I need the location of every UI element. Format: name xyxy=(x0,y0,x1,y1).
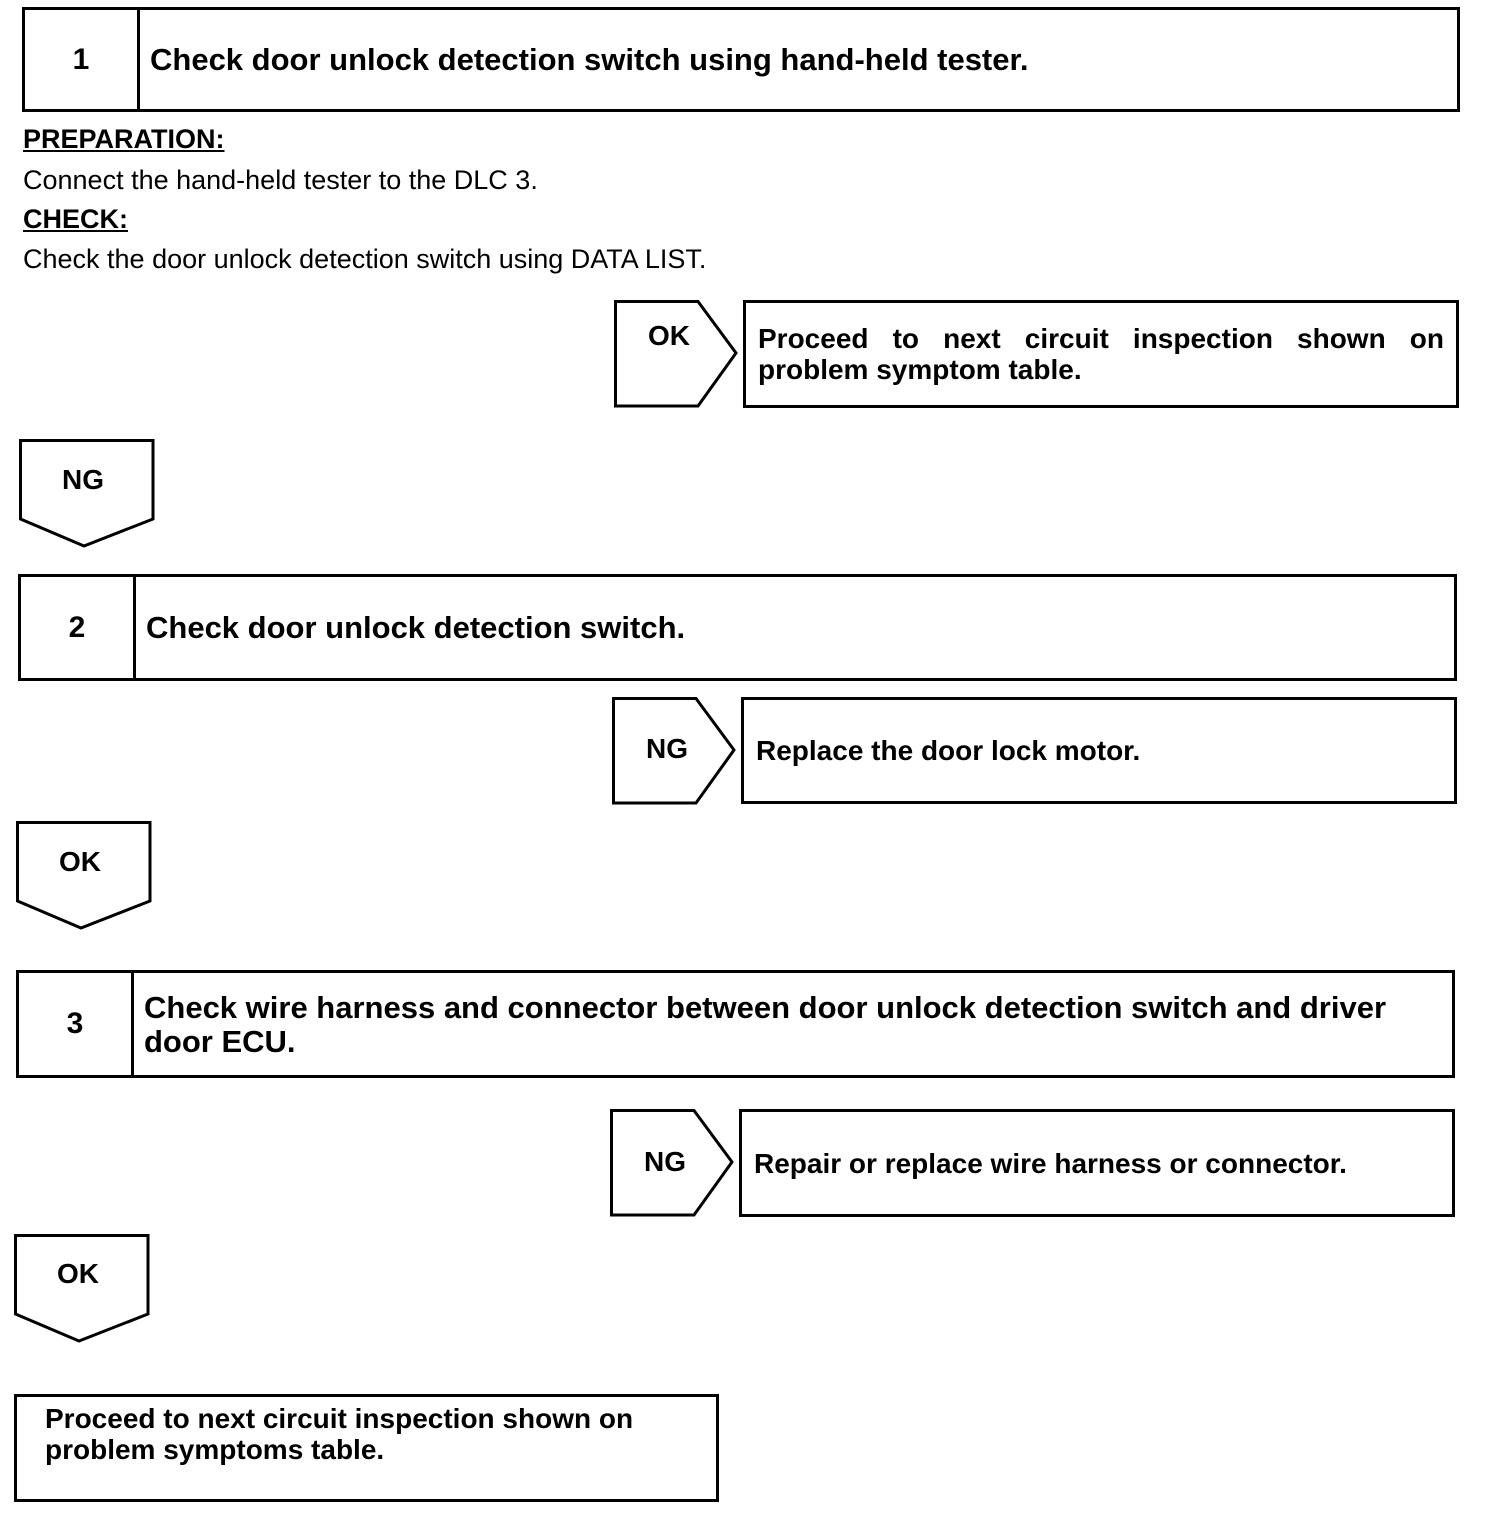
ok-label: OK xyxy=(57,1258,99,1289)
ng-label: NG xyxy=(646,733,688,764)
preparation-text: Connect the hand-held tester to the DLC 3. xyxy=(23,165,538,195)
step-2-box xyxy=(18,574,1457,681)
final-result-box: Proceed to next circuit inspection shown on problem symptoms table. xyxy=(14,1394,719,1502)
step-title: Check door unlock detection switch. xyxy=(146,609,686,645)
ok-label: OK xyxy=(59,846,101,877)
ok-label: OK xyxy=(648,320,690,351)
ng-label: NG xyxy=(644,1146,686,1177)
step-number: 3 xyxy=(19,973,134,1075)
step-number: 1 xyxy=(25,10,140,109)
step-title: Check wire harness and connector between door unlock detection switch and driver door ECU. xyxy=(144,990,1387,1059)
ng-label: NG xyxy=(62,464,104,495)
step-1-box xyxy=(22,7,1460,112)
check-text: Check the door unlock detection switch using DATA LIST. xyxy=(23,244,707,274)
ok-result-box: Proceed to next circuit inspection shown on problem symptom table. xyxy=(743,300,1459,408)
ng-result-box: Repair or replace wire harness or connector. xyxy=(739,1109,1455,1217)
ng-result-box: Replace the door lock motor. xyxy=(741,697,1457,804)
step-3-box xyxy=(16,970,1455,1078)
preparation-label: PREPARATION: xyxy=(23,124,225,154)
check-label: CHECK: xyxy=(23,204,128,234)
right-arrow-icon xyxy=(614,300,739,408)
step-title: Check door unlock detection switch using hand-held tester. xyxy=(150,41,1029,77)
step-number: 2 xyxy=(21,577,136,678)
